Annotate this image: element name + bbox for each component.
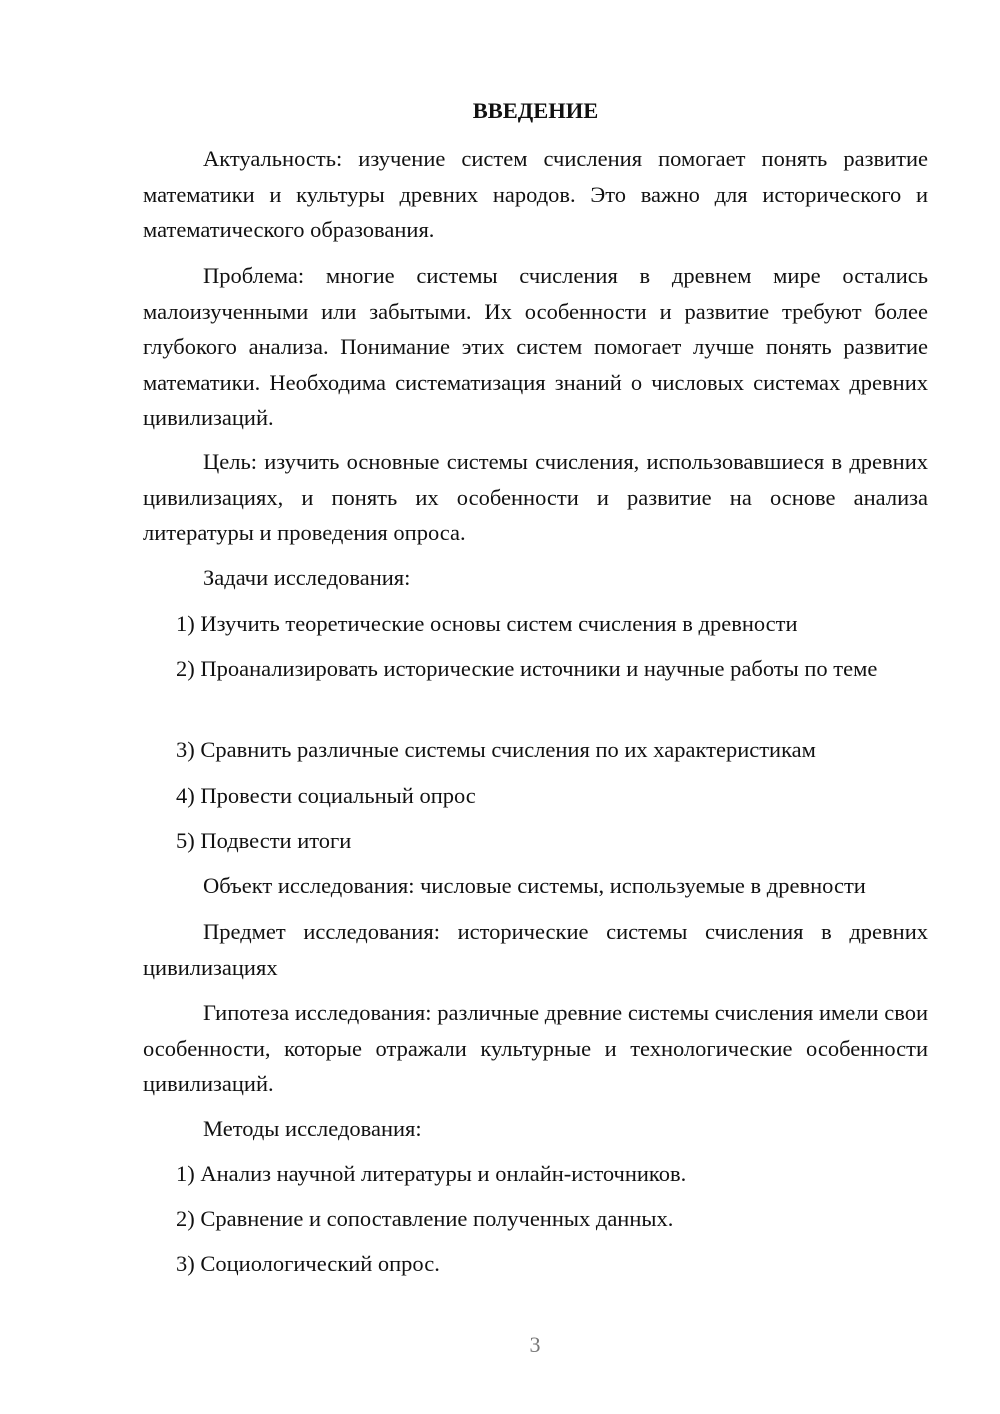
- page-number: 3: [529, 1332, 541, 1357]
- research-subject: Предмет исследования: исторические системы счисления в древних цивилизациях: [143, 919, 928, 980]
- relevance-paragraph: Актуальность: изучение систем счисления помогает понять развитие математики и культуры древних народов. Это важно для исторического и математического образования.: [143, 146, 928, 242]
- problem-paragraph: Проблема: многие системы счисления в древнем мире остались малоизученными или забытыми. Их особенности и развитие требуют более глубокого анализа. Понимание этих систем помогает лучше понять развитие математики. Необходима систематизация знаний о числовых системах древних цивилизаций.: [143, 263, 928, 430]
- page-title: ВВЕДЕНИЕ: [472, 98, 599, 123]
- task-item-5: 5) Подвести итоги: [176, 828, 352, 853]
- task-item-2: 2) Проанализировать исторические источники и научные работы по теме: [176, 656, 878, 681]
- research-hypothesis: Гипотеза исследования: различные древние системы счисления имели свои особенности, которые отражали культурные и технологические особенности цивилизаций.: [143, 1000, 928, 1096]
- method-item-2: 2) Сравнение и сопоставление полученных данных.: [176, 1206, 674, 1231]
- task-item-1: 1) Изучить теоретические основы систем счисления в древности: [176, 611, 798, 636]
- goal-paragraph: Цель: изучить основные системы счисления, использовавшиеся в древних цивилизациях, и понять их особенности и развитие на основе анализа литературы и проведения опроса.: [143, 449, 928, 545]
- method-item-1: 1) Анализ научной литературы и онлайн-источников.: [176, 1161, 687, 1186]
- research-object: Объект исследования: числовые системы, используемые в древности: [203, 873, 866, 898]
- methods-heading: Методы исследования:: [203, 1116, 422, 1141]
- tasks-heading: Задачи исследования:: [203, 565, 411, 590]
- method-item-3: 3) Социологический опрос.: [176, 1251, 440, 1276]
- task-item-3: 3) Сравнить различные системы счисления по их характеристикам: [176, 737, 816, 762]
- task-item-4: 4) Провести социальный опрос: [176, 783, 476, 808]
